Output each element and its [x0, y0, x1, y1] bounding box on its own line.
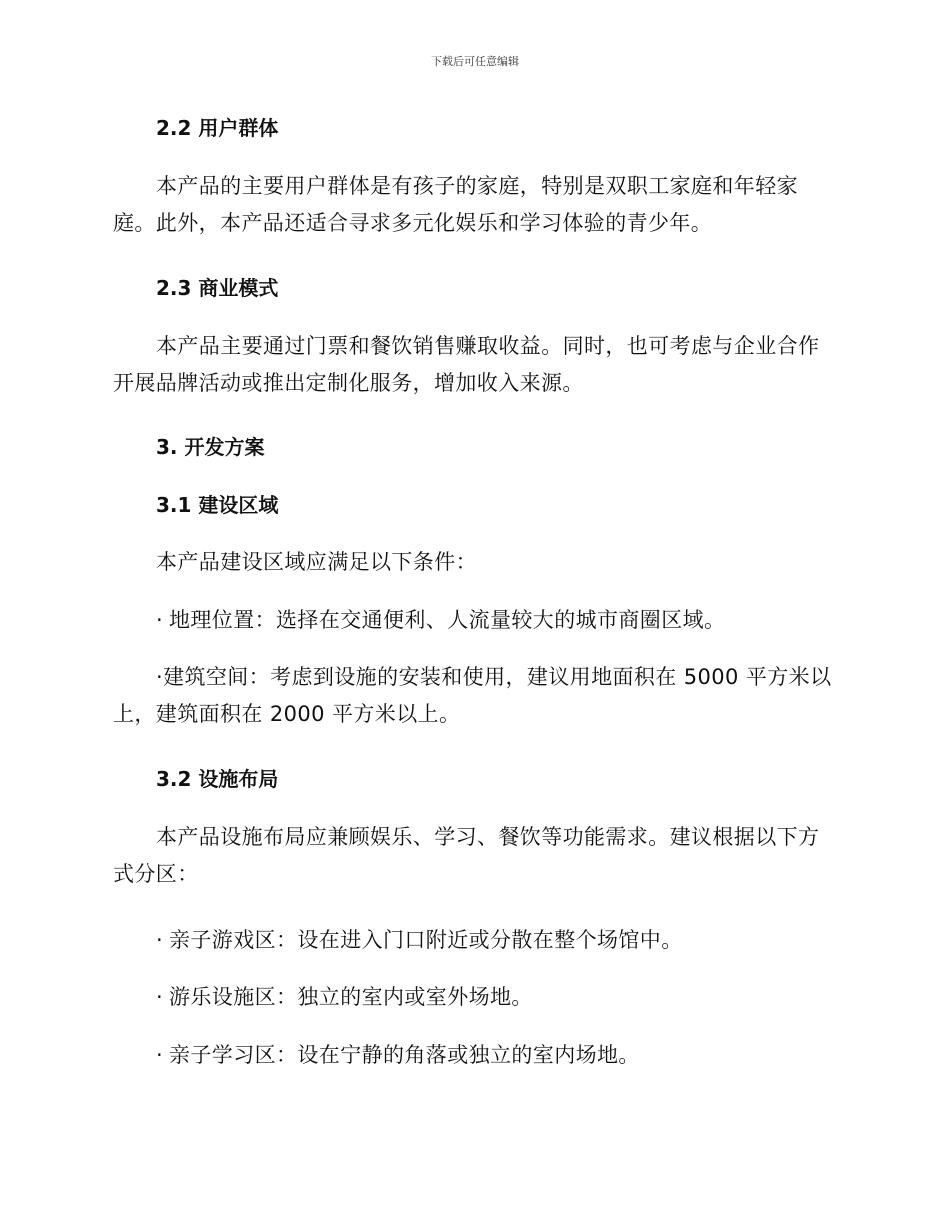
user-group-paragraph: 本产品的主要用户群体是有孩子的家庭，特别是双职工家庭和年轻家庭。此外，本产品还适合寻求多元化娱乐和学习体验的青少年。 — [113, 174, 798, 235]
construction-area-bullet-text: 建筑空间：考虑到设施的安装和使用，建议用地面积在 5000 平方米以上，建筑面积在 2000 平方米以上。 — [113, 665, 832, 726]
facility-layout-bullet-2 — [156, 982, 533, 1012]
construction-area-bullet-2 — [113, 659, 835, 733]
construction-area-bullet-1 — [156, 605, 725, 635]
facility-layout-bullet-text: 亲子游戏区：设在进入门口附近或分散在整个场馆中。 — [169, 928, 683, 952]
page-header-note: 下载后可任意编辑 — [431, 55, 519, 68]
bullet-symbol: · — [156, 928, 164, 952]
bullet-symbol: · — [156, 608, 164, 632]
construction-area-intro: 本产品建设区域应满足以下条件： — [156, 550, 477, 574]
facility-layout-paragraph: 本产品设施布局应兼顾娱乐、学习、餐饮等功能需求。建议根据以下方式分区： — [113, 825, 820, 886]
facility-layout-bullet-1 — [156, 925, 683, 955]
section-heading-facility-layout: 3.2 设施布局 — [156, 767, 279, 791]
construction-area-bullet-text: 地理位置：选择在交通便利、人流量较大的城市商圈区域。 — [169, 608, 726, 632]
facility-layout-bullet-3 — [156, 1040, 640, 1070]
section-heading-user-group: 2.2 用户群体 — [156, 116, 279, 140]
bullet-symbol: · — [156, 665, 164, 689]
section-heading-business-model: 2.3 商业模式 — [156, 276, 279, 300]
facility-layout-bullet-text: 亲子学习区：设在宁静的角落或独立的室内场地。 — [169, 1043, 640, 1067]
business-model-paragraph: 本产品主要通过门票和餐饮销售赚取收益。同时，也可考虑与企业合作开展品牌活动或推出定制化服务，增加收入来源。 — [113, 334, 820, 395]
section-heading-construction-area: 3.1 建设区域 — [156, 493, 279, 517]
facility-layout-bullet-text: 游乐设施区：独立的室内或室外场地。 — [169, 985, 533, 1009]
bullet-symbol: · — [156, 985, 164, 1009]
bullet-symbol: · — [156, 1043, 164, 1067]
section-heading-development-plan: 3. 开发方案 — [156, 435, 265, 459]
